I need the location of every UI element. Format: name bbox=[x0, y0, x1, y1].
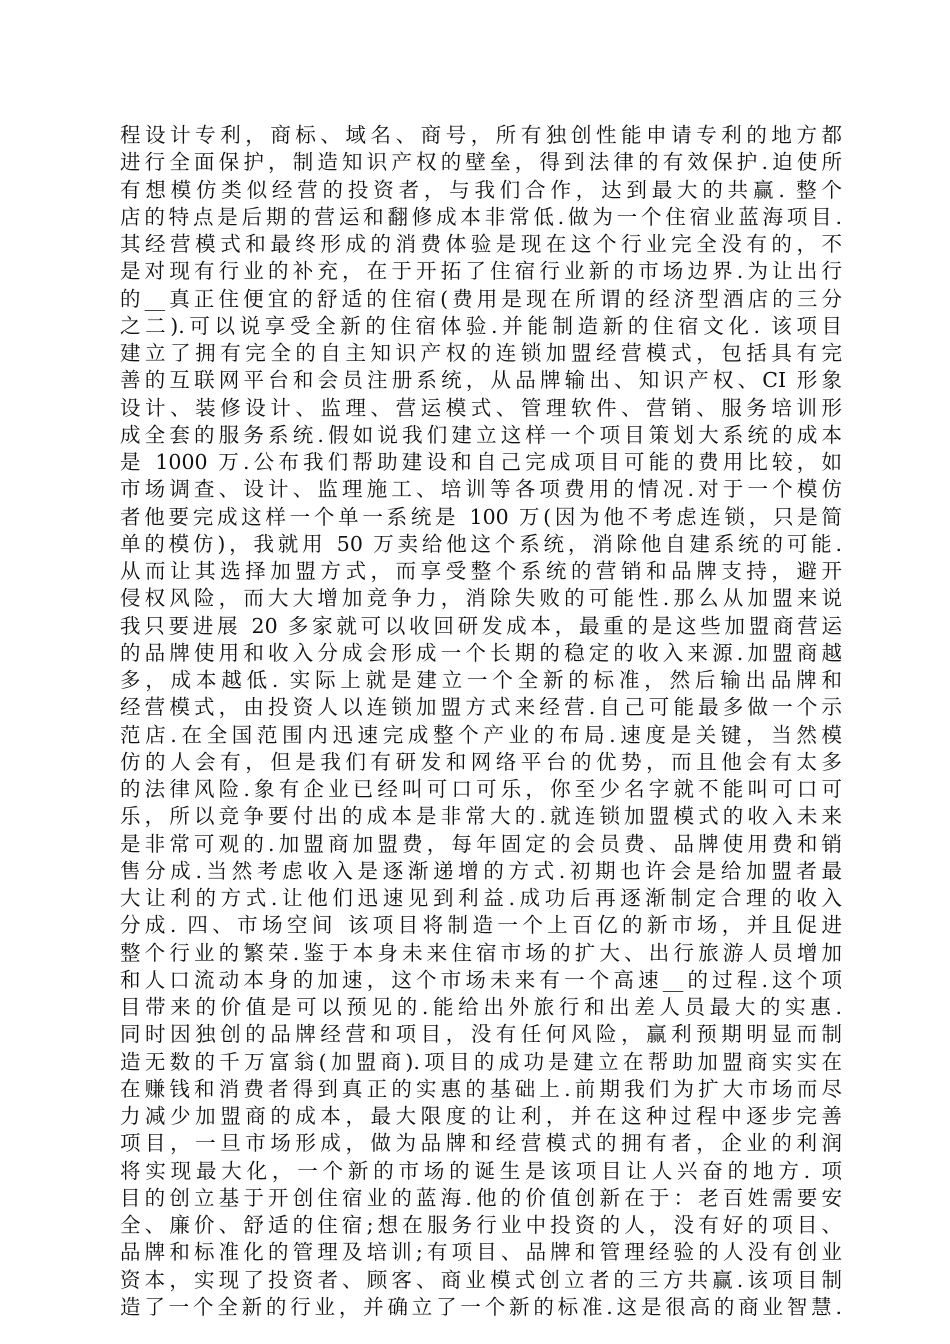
text-line: 乐，所以竞争要付出的成本是非常大的.就连锁加盟模式的收入未来 bbox=[120, 804, 842, 829]
text-line: 目带来的价值是可以预见的.能给出外旅行和出差人员最大的实惠. bbox=[120, 995, 842, 1019]
text-line: 和人口流动本身的加速，这个市场未来有一个高速__的过程.这个项 bbox=[120, 967, 842, 992]
text-line: 造了一个全新的行业，并确立了一个新的标准.这是很高的商业智慧. bbox=[120, 1294, 842, 1319]
text-line: 市场调查、设计、监理施工、培训等各项费用的情况.对于一个模仿 bbox=[120, 477, 842, 502]
text-line: 造无数的千万富翁(加盟商).项目的成功是建立在帮助加盟商实实在 bbox=[120, 1049, 842, 1074]
text-line: 成全套的服务系统.假如说我们建立这样一个项目策划大系统的成本 bbox=[120, 422, 842, 447]
text-line: 店的特点是后期的营运和翻修成本非常低.做为一个住宿业蓝海项目. bbox=[120, 204, 842, 229]
text-line: 将实现最大化，一个新的市场的诞生是该项目让人兴奋的地方. 项 bbox=[120, 1158, 842, 1183]
text-line: 是对现有行业的补充，在于开拓了住宿行业新的市场边界.为让出行 bbox=[120, 259, 842, 284]
text-line: 程设计专利，商标、域名、商号，所有独创性能申请专利的地方都 bbox=[120, 123, 842, 147]
text-line: 建立了拥有完全的自主知识产权的连锁加盟经营模式，包括具有完 bbox=[120, 341, 842, 365]
text-line: 我只要进展 20 多家就可以收回研发成本，最重的是这些加盟商营运 bbox=[120, 613, 842, 638]
text-line: 设计、装修设计、监理、营运模式、管理软件、营销、服务培训形 bbox=[120, 395, 842, 420]
text-line: 分成. 四、市场空间 该项目将制造一个上百亿的新市场，并且促进 bbox=[120, 913, 842, 938]
text-line: 售分成.当然考虑收入是逐渐递增的方式.初期也许会是给加盟者最 bbox=[120, 858, 842, 883]
text-line: 范店.在全国范围内迅速完成整个产业的布局.速度是关键，当然模 bbox=[120, 722, 842, 747]
text-line: 经营模式，由投资人以连锁加盟方式来经营.自己可能最多做一个示 bbox=[120, 695, 842, 720]
text-line: 单的模仿)，我就用 50 万卖给他这个系统，消除他自建系统的可能. bbox=[120, 531, 842, 556]
text-line: 在赚钱和消费者得到真正的实惠的基础上.前期我们为扩大市场而尽 bbox=[120, 1076, 842, 1101]
text-line: 是非常可观的.加盟商加盟费，每年固定的会员费、品牌使用费和销 bbox=[120, 831, 842, 856]
text-line: 善的互联网平台和会员注册系统，从品牌输出、知识产权、CI 形象 bbox=[120, 368, 842, 393]
text-line: 侵权风险，而大大增加竞争力，消除失败的可能性.那么从加盟来说 bbox=[120, 586, 842, 611]
text-line: 同时因独创的品牌经营和项目，没有任何风险，赢利预期明显而制 bbox=[120, 1022, 842, 1047]
text-line: 者他要完成这样一个单一系统是 100 万(因为他不考虑连锁，只是简 bbox=[120, 504, 842, 529]
text-line: 项目，一旦市场形成，做为品牌和经营模式的拥有者，企业的利润 bbox=[120, 1131, 842, 1156]
text-line: 资本，实现了投资者、顾客、商业模式创立者的三方共赢.该项目制 bbox=[120, 1267, 842, 1292]
text-line: 整个行业的繁荣.鉴于本身未来住宿市场的扩大、出行旅游人员增加 bbox=[120, 940, 842, 965]
text-line: 是 1000 万.公布我们帮助建设和自己完成项目可能的费用比较，如 bbox=[120, 450, 842, 474]
text-line: 其经营模式和最终形成的消费体验是现在这个行业完全没有的，不 bbox=[120, 232, 842, 256]
text-line: 品牌和标准化的管理及培训;有项目、品牌和管理经验的人没有创业 bbox=[120, 1240, 842, 1265]
text-line: 力减少加盟商的成本，最大限度的让利，并在这种过程中逐步完善 bbox=[120, 1104, 842, 1128]
text-line: 之二).可以说享受全新的住宿体验.并能制造新的住宿文化. 该项目 bbox=[120, 313, 842, 338]
text-line: 的__真正住便宜的舒适的住宿(费用是现在所谓的经济型酒店的三分 bbox=[120, 286, 842, 311]
text-line: 的品牌使用和收入分成会形成一个长期的稳定的收入来源.加盟商越 bbox=[120, 640, 842, 665]
body-text bbox=[120, 122, 842, 1321]
text-line: 的法律风险.象有企业已经叫可口可乐，你至少名字就不能叫可口可 bbox=[120, 777, 842, 801]
text-line: 有想模仿类似经营的投资者，与我们合作，达到最大的共赢. 整个 bbox=[120, 177, 842, 202]
text-line: 大让利的方式.让他们迅速见到利益.成功后再逐渐制定合理的收入 bbox=[120, 886, 842, 910]
text-line: 从而让其选择加盟方式，而享受整个系统的营销和品牌支持，避开 bbox=[120, 559, 842, 583]
text-line: 目的创立基于开创住宿业的蓝海.他的价值创新在于：老百姓需要安 bbox=[120, 1185, 842, 1210]
text-line: 仿的人会有，但是我们有研发和网络平台的优势，而且他会有太多 bbox=[120, 749, 842, 774]
text-line: 多，成本越低. 实际上就是建立一个全新的标准，然后输出品牌和 bbox=[120, 668, 842, 692]
text-line: 全、廉价、舒适的住宿;想在服务行业中投资的人，没有好的项目、 bbox=[120, 1213, 842, 1237]
text-line: 进行全面保护，制造知识产权的壁垒，得到法律的有效保护.迫使所 bbox=[120, 150, 842, 175]
